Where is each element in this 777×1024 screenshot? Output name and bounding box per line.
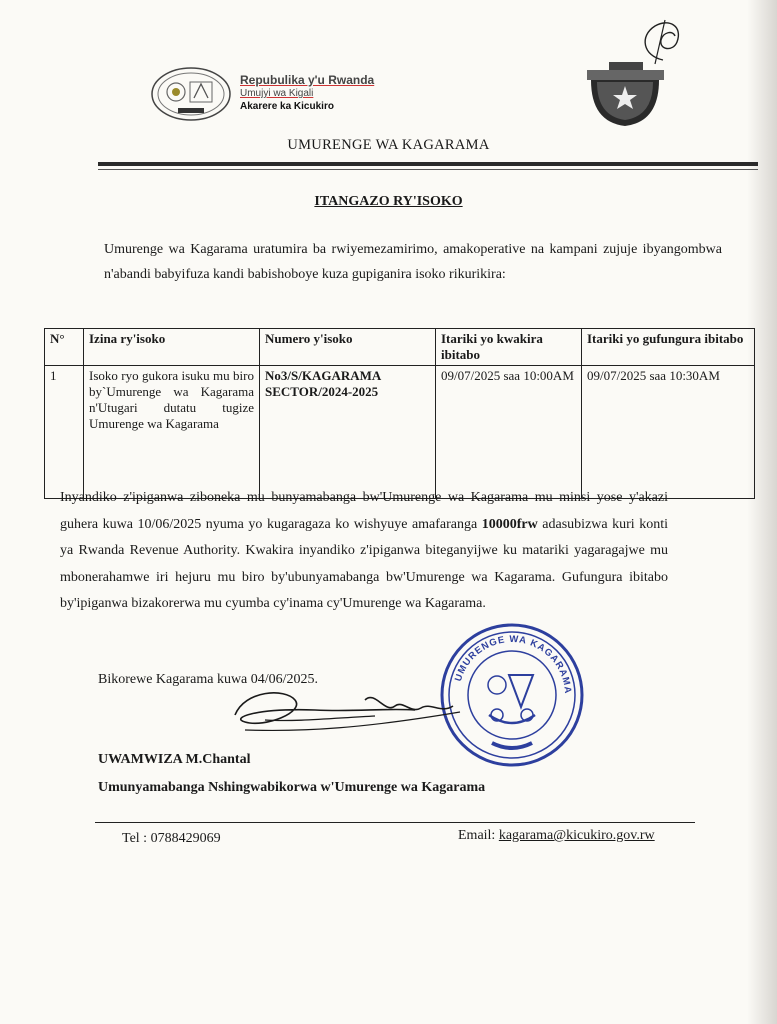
place-and-date: Bikorewe Kagarama kuwa 04/06/2025. [98, 672, 319, 687]
republic-name: Repubulika y'u Rwanda [240, 73, 375, 87]
fee-amount: 10000frw [481, 516, 538, 532]
col-header-opening-date: Itariki yo gufungura ibitabo [582, 329, 755, 366]
signer-title: Umunyamabanga Nshingwabikorwa w'Umurenge wa Kagarama [98, 780, 486, 795]
header-divider-thin [98, 169, 758, 170]
row-tender-number: No3/S/KAGARAMA SECTOR/2024-2025 [260, 366, 436, 499]
col-header-tender-number: Numero y'isoko [260, 329, 436, 366]
row-receive-date: 09/07/2025 saa 10:00AM [436, 366, 582, 499]
header-divider-thick [98, 162, 758, 166]
handwritten-mark [625, 16, 695, 66]
footer-email [458, 828, 655, 844]
intro-paragraph: Umurenge wa Kagarama uratumira ba rwiyemezamirimo, amakoperative na kampani zujuje ibyangombwa n'abandi babyifuza kandi babishoboye kuza gupiganira isoko rikurikira: [104, 242, 722, 282]
col-header-receive-date: Itariki yo kwakira ibitabo [436, 329, 582, 366]
government-header [240, 74, 374, 113]
sector-emblem-logo [583, 60, 668, 130]
details-text-part2: adasubizwa kuri konti ya Rwanda Revenue Authority. Kwakira inyandiko z'ipiganwa biteganyijwe ku matariki yagaragajwe mu mbonerahamwe iri hejuru mu biro by'ubunyamabanga bw'Umurenge wa Kagarama. Gufungura ibitabo by'ipiganwa bizakorerwa mu cyumba cy'inama cy'Umurenge wa Kagarama. [60, 516, 668, 611]
rwanda-coat-of-arms-logo [150, 66, 232, 122]
district-name: Akarere ka Kicukiro [240, 101, 334, 112]
table-row [45, 366, 755, 499]
signer-name: UWAMWIZA M.Chantal [98, 752, 251, 767]
row-opening-date: 09/07/2025 saa 10:30AM [582, 366, 755, 499]
footer-telephone: Tel : 0788429069 [122, 831, 221, 846]
details-text-part1: Inyandiko z'ipiganwa ziboneka mu bunyamabanga bw'Umurenge wa Kagarama mu minsi yose y'akazi guhera kuwa 10/06/2025 nyuma yo kugaragaza ko wishyuye amafaranga [60, 490, 668, 532]
svg-text:UMURENGE WA KAGARAMA: UMURENGE WA KAGARAMA [452, 633, 574, 695]
col-header-number: N° [45, 329, 84, 366]
col-header-tender-name: Izina ry'isoko [84, 329, 260, 366]
city-name: Umujyi wa Kigali [240, 88, 314, 99]
row-number: 1 [45, 366, 84, 499]
table-header-row [45, 329, 755, 366]
footer-divider [95, 822, 695, 823]
handwritten-signature [225, 670, 485, 750]
row-tender-name: Isoko ryo gukora isuku mu biro by`Umurenge wa Kagarama n'Utugari dutatu tugize Umurenge wa Kagarama [84, 366, 260, 499]
email-link[interactable]: kagarama@kicukiro.gov.rw [498, 828, 655, 843]
details-paragraph [60, 485, 668, 618]
sector-title: UMURENGE WA KAGARAMA [287, 137, 490, 153]
email-label: Email: [458, 828, 499, 843]
notice-title: ITANGAZO RY'ISOKO [314, 194, 463, 209]
tender-table [44, 328, 755, 499]
